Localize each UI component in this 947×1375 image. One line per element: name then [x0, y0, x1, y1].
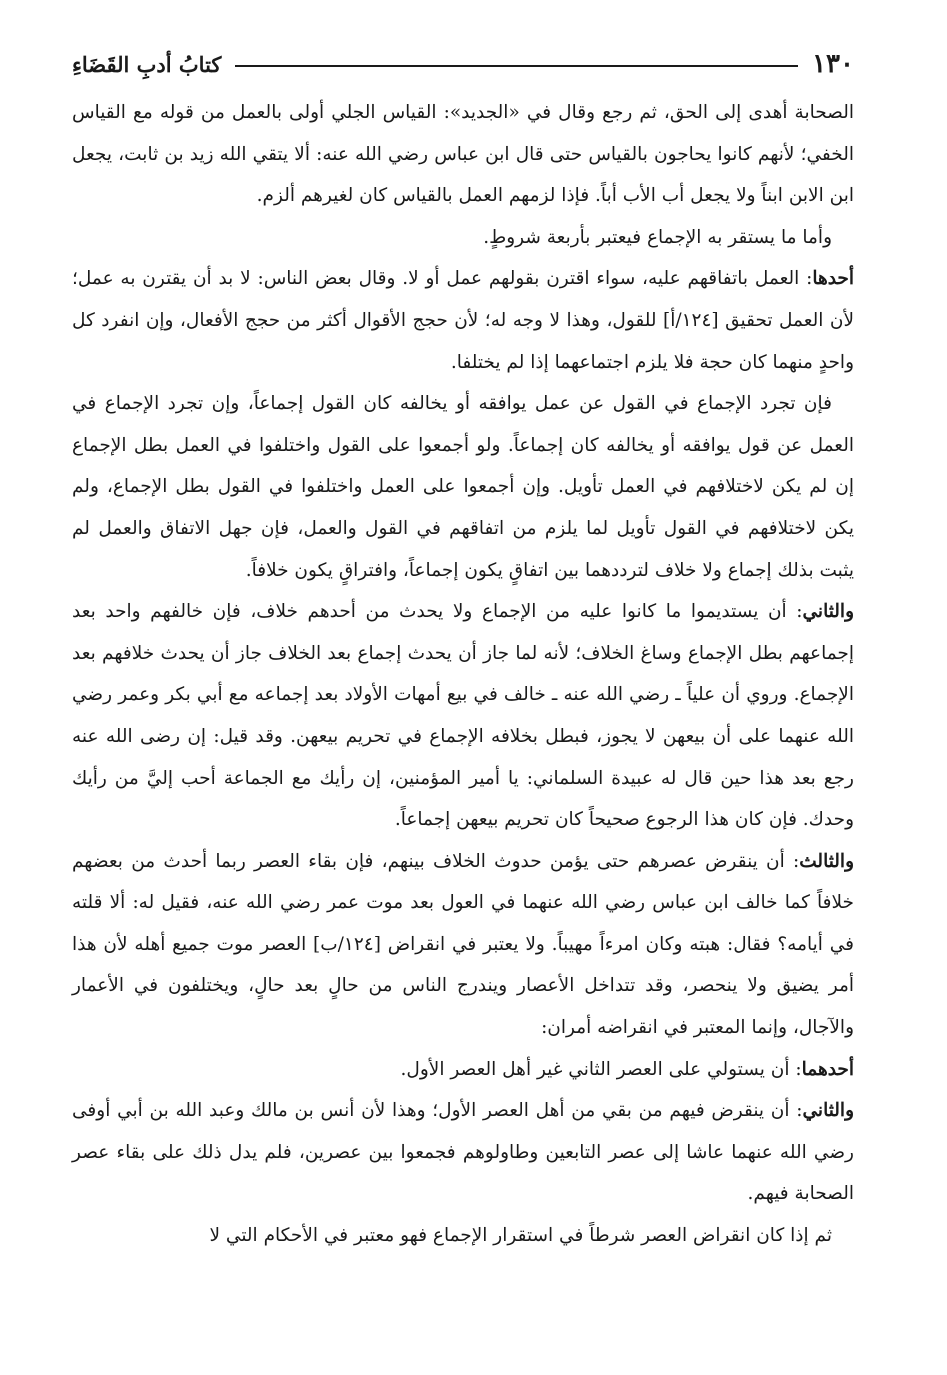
- paragraph-text: : أن يستولي على العصر الثاني غير أهل العصر الأول.: [400, 1058, 802, 1080]
- paragraph: [72, 1215, 854, 1257]
- paragraph-text: الصحابة أهدى إلى الحق، ثم رجع وقال في «الجديد»: القياس الجلي أولى بالعمل من قوله مع القياس الخفي؛ لأنهم كانوا يحاجون بالقياس حتى قال ابن عباس رضي الله عنه: ألا يتقي الله زيد بن ثابت، يجعل ابن الابن ابناً ولا يجعل أب الأب أباً. فإذا لزمهم العمل بالقياس كان لغيرهم ألزم.: [72, 102, 854, 207]
- paragraph: [72, 258, 854, 383]
- header-divider: [235, 65, 798, 67]
- paragraph-lead: أحدها: [812, 268, 854, 290]
- page-header: [72, 44, 854, 84]
- paragraph: [72, 217, 854, 259]
- paragraph-lead: أحدهما: [801, 1058, 854, 1080]
- paragraph: [72, 383, 854, 591]
- paragraph-lead: والثالث: [799, 850, 854, 872]
- paragraph-text: : أن ينقرض فيهم من بقي من أهل العصر الأول؛ وهذا لأن أنس بن مالك وعبد الله بن أبي أوفى رضي الله عنهما عاشا إلى عصر التابعين وطاولوهم فجمعوا بين عصرين، فلم يدل ذلك على بقاء عصر الصحابة فيهم.: [72, 1100, 854, 1205]
- page-number: ١٣٠: [812, 49, 854, 79]
- paragraph: [72, 1049, 854, 1091]
- paragraph-lead: والثاني: [802, 601, 854, 623]
- paragraph-text: ثم إذا كان انقراض العصر شرطاً في استقرار الإجماع فهو معتبر في الأحكام التي لا: [209, 1225, 832, 1247]
- paragraph-text: : العمل باتفاقهم عليه، سواء اقترن بقولهم عمل أو لا. وقال بعض الناس: لا بد أن يقترن به عمل؛ لأن العمل تحقيق [١٢٤/أ] للقول، وهذا لا وجه له؛ لأن حجج الأقوال أكثر من حجج الأفعال، وإن انفرد كل واحدٍ منهما كان حجة فلا يلزم اجتماعهما إذا لم يختلفا.: [72, 268, 854, 373]
- paragraph-text: وأما ما يستقر به الإجماع فيعتبر بأربعة شروطٍ.: [483, 226, 832, 248]
- paragraph-lead: والثاني: [802, 1100, 854, 1122]
- paragraph: [72, 1090, 854, 1215]
- paragraph: [72, 92, 854, 217]
- paragraph: [72, 841, 854, 1049]
- paragraph: [72, 591, 854, 841]
- paragraph-text: : أن ينقرض عصرهم حتى يؤمن حدوث الخلاف بينهم، فإن بقاء العصر ربما أحدث من بعضهم خلافاً كما خالف ابن عباس رضي الله عنهما في العول بعد موت عمر رضي الله عنه، فقيل له: ألا قلته في أيامه؟ فقال: هبته وكان امرءاً مهيباً. ولا يعتبر في انقراض [١٢٤/ب] العصر موت جميع أهله لأن هذا أمر يضيق ولا ينحصر، وقد تتداخل الأعصار ويندرج الناس من حالٍ بعد حالٍ، ويختلفون في الأعمار والآجال، وإنما المعتبر في انقراضه أمران:: [72, 850, 854, 1039]
- body-text: [72, 92, 854, 1257]
- book-title: كتابُ أدبِ القَضَاءِ: [72, 51, 222, 77]
- paragraph-text: : أن يستديموا ما كانوا عليه من الإجماع ولا يحدث من أحدهم خلاف، فإن خالفهم واحد بعد إجماعهم بطل الإجماع وساغ الخلاف؛ لأنه لما جاز أن يحدث إجماع بعد الخلاف جاز أن يحدث خلافهم بعد الإجماع. وروي أن علياً ـ رضي الله عنه ـ خالف في بيع أمهات الأولاد بعد إجماعه مع أبي بكر وعمر رضي الله عنهما على أن بيعهن لا يجوز، فبطل بخلافه الإجماع في تحريم بيعهن. وقد قيل: إن رضى الله عنه رجع بعد هذا حين قال له عبيدة السلماني: يا أمير المؤمنين، إن رأيك مع الجماعة أحب إليَّ من رأيك وحدك. فإن كان هذا الرجوع صحيحاً كان تحريم بيعهن إجماعاً.: [72, 601, 854, 831]
- page: [72, 44, 854, 1344]
- paragraph-text: فإن تجرد الإجماع في القول عن عمل يوافقه أو يخالفه كان القول إجماعاً، وإن تجرد الإجماع في العمل عن قول يوافقه أو يخالفه كان إجماعاً. ولو أجمعوا على القول واختلفوا في العمل بطل الإجماع إن لم يكن لاختلافهم في العمل تأويل. وإن أجمعوا على العمل واختلفوا في القول بطل الإجماع، ولم يكن لاختلافهم في القول تأويل لما يلزم من اتفاقهم في القول والعمل، فإن جهل الاتفاق والعمل لم يثبت بذلك إجماع ولا خلاف لترددهما بين اتفاقٍ يكون إجماعاً، وافتراقٍ يكون خلافاً.: [72, 393, 854, 581]
